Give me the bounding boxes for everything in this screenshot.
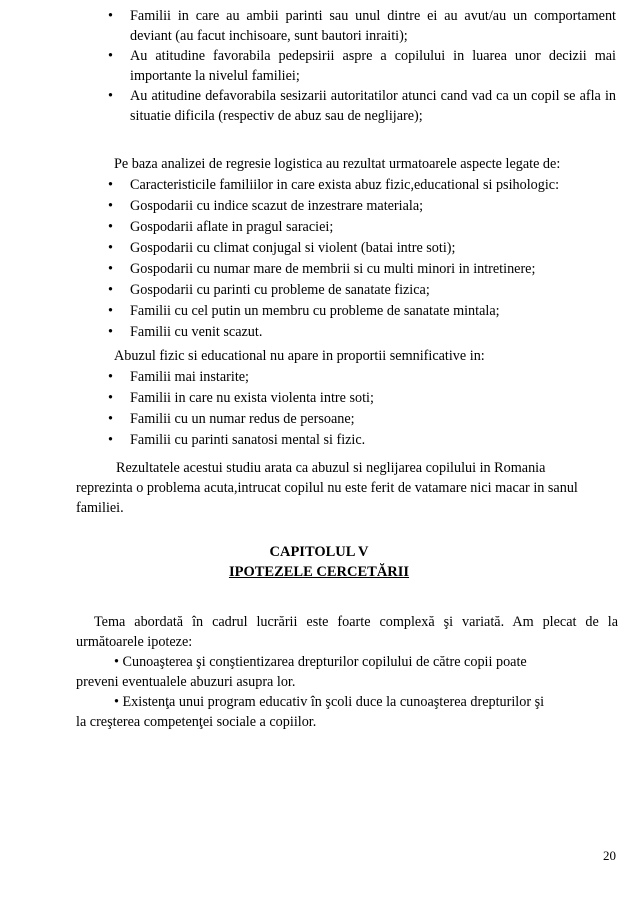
abuse-intro: Abuzul fizic si educational nu apare in proportii semnificative in: (114, 348, 485, 364)
bullet-icon: • (108, 261, 113, 277)
bullet-icon: • (108, 219, 113, 235)
bullet-icon: • (108, 303, 113, 319)
bullet-icon: • (108, 282, 113, 298)
bullet-icon: • (108, 48, 113, 64)
list-item: • Gospodarii cu parinti cu probleme de sanatate fizica; (108, 282, 430, 298)
top-bullet-list (108, 6, 616, 126)
list-item: • Familii cu parinti sanatosi mental si fizic. (108, 432, 366, 448)
bullet-icon: • (108, 88, 113, 104)
conclusion-paragraph (76, 458, 624, 518)
bullet-icon: • (108, 8, 113, 24)
bullet-icon: • (108, 411, 113, 427)
bullet-icon: • (108, 390, 113, 406)
regression-bullet-list (108, 175, 618, 343)
list-item: • Gospodarii aflate in pragul saraciei; (108, 219, 334, 235)
page-number: 20 (603, 848, 616, 863)
bullet-icon: • (108, 324, 113, 340)
chapter-label: CAPITOLUL V (269, 544, 369, 560)
conclusion-line-2: reprezinta o problema acuta,intrucat copilul nu este ferit de vatamare nici macar in sanul (76, 480, 578, 496)
list-item: • Au atitudine defavorabila sesizarii autoritatilor atunci cand vad ca un copil se afla in situatie dificila (respectiv de abuz sau de neglijare); (108, 88, 616, 124)
bullet-icon: • (108, 177, 113, 193)
conclusion-line-3: familiei. (76, 500, 124, 516)
bullet-icon: • (108, 198, 113, 214)
hypothesis-2-line-1: • Existenţa unui program educativ în şcoli duce la cunoaşterea drepturilor şi (114, 694, 545, 710)
hypothesis-1-line-1: • Cunoaşterea şi conştientizarea drepturilor copilului de către copii poate (114, 654, 527, 670)
abuse-bullet-list (108, 367, 618, 451)
list-item: • Gospodarii cu numar mare de membrii si cu multi minori in intretinere; (108, 261, 536, 277)
list-item: • Familii in care nu exista violenta intre soti; (108, 390, 374, 406)
list-item: • Gospodarii cu indice scazut de inzestrare materiala; (108, 198, 424, 214)
hypothesis-1-line-2: preveni eventualele abuzuri asupra lor. (76, 674, 296, 690)
list-item: • Familii cu cel putin un membru cu probleme de sanatate mintala; (108, 303, 500, 319)
list-item: • Familii cu un numar redus de persoane; (108, 411, 355, 427)
bullet-icon: • (108, 240, 113, 256)
list-item: • Gospodarii cu climat conjugal si violent (batai intre soti); (108, 240, 456, 256)
list-item: • Familii mai instarite; (108, 369, 250, 385)
hypothesis-2-line-2: la creşterea competenţei sociale a copiilor. (76, 714, 317, 730)
list-item: • Familii in care au ambii parinti sau unul dintre ei au avut/au un comportament deviant (au facut inchisoare, sunt bautori inraiti); (108, 8, 616, 44)
bullet-icon: • (108, 369, 113, 385)
list-item: • Au atitudine favorabila pedepsirii aspre a copilului in luarea unor decizii mai importante la nivelul familiei; (108, 48, 616, 84)
list-item: • Familii cu venit scazut. (108, 324, 263, 340)
hypotheses-section (76, 612, 618, 732)
conclusion-line-1: Rezultatele acestui studiu arata ca abuzul si neglijarea copilului in Romania (116, 460, 546, 476)
list-item: • Caracteristicile familiilor in care exista abuz fizic,educational si psihologic: (108, 177, 560, 193)
bullet-icon: • (108, 432, 113, 448)
chapter-title: IPOTEZELE CERCETĂRII (228, 564, 410, 580)
regression-intro: Pe baza analizei de regresie logistica au rezultat urmatoarele aspecte legate de: (114, 156, 561, 172)
hypotheses-intro-line-1: Tema abordată în cadrul lucrării este foarte complexă şi variată. Am plecat de la (94, 614, 618, 630)
hypotheses-intro-line-2: următoarele ipoteze: (76, 634, 193, 650)
